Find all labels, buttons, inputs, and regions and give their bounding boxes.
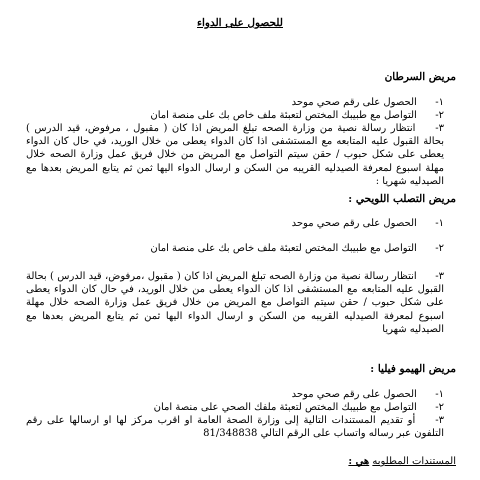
list-item — [26, 109, 444, 122]
item-number: ٣- — [435, 415, 444, 426]
list-item — [26, 122, 444, 188]
item-text: الحصول على رقم صحي موحد — [291, 97, 417, 108]
list-item — [26, 414, 444, 440]
item-text: أو تقديم المستندات التالية إلى وزارة الصحة العامة او اقرب مركز لها او ارسالها على رقم التلفون عبر رساله واتساب على الرقم التالي 81/348838 — [26, 415, 444, 440]
item-number: ١- — [435, 218, 444, 229]
list-item — [26, 388, 444, 401]
item-number: ٣- — [435, 271, 445, 282]
item-number: ٣- — [435, 123, 444, 134]
item-text: التواصل مع طبيبك المختص لتعبئة ملف خاص بك على منصة امان — [150, 110, 417, 121]
section-heading-hemophilia: مريض الهيمو فيليا : — [370, 363, 456, 375]
required-documents-heading — [24, 455, 456, 469]
section-heading-cancer: مريض السرطان — [384, 71, 456, 83]
section-heading-ms: مريض التصلب اللويحي : — [348, 193, 456, 205]
list-item — [26, 96, 444, 109]
item-number: ٢- — [435, 243, 444, 254]
item-number: ١- — [435, 389, 444, 400]
required-documents-suffix: هي : — [348, 456, 370, 467]
item-text: الحصول على رقم صحي موحد — [291, 389, 417, 400]
list-item — [26, 242, 444, 255]
required-documents-label: المستندات المطلوبه — [372, 456, 456, 467]
item-number: ٢- — [435, 110, 444, 121]
item-text: انتظار رسالة نصية من وزارة الصحه تبلغ المريض اذا كان ( مقبول ،مرفوض، قيد الدرس ) بحالة القبول عليه المتابعه مع المستشفى اذا كان الدواء يعطى من خلال الوريد، في حال كان الدواء يعطى على شكل حبوب / حقن سيتم التواصل مع المريض من خلال فريق عمل وزارة الصحه خلال مهلة اسبوع لمعرفة الصيدليه القريبه من السكن و ارسال الدواء اليها ثمن ثم يتابع المريض بعدها مع الصيدليه شهريا — [26, 271, 444, 335]
item-text: التواصل مع طبيبك المختص لتعبئة ملفك الصحي على منصة امان — [153, 402, 417, 413]
list-item — [26, 270, 444, 336]
item-text: التواصل مع طبيبك المختص لتعبئة ملف خاص بك على منصة امان — [150, 243, 417, 254]
item-text: انتظار رسالة نصية من وزارة الصحه تبلغ المريض اذا كان ( مقبول ، مرفوض، قيد الدرس ) بحالة القبول عليه المتابعه مع المستشفى اذا كان الدواء يعطى من خلال الوريد، في حال كان الدواء يعطى على شكل حبوب / حقن سيتم التواصل مع المريض من خلال فريق عمل وزارة الصحه خلال مهلة اسبوع لمعرفة الصيدليه القريبه من السكن و ارسال الدواء اليها ثمن ثم يتابع المريض بعدها مع الصيدليه شهريا : — [26, 123, 444, 187]
list-item — [26, 401, 444, 414]
list-item — [26, 217, 444, 230]
document-title: للحصول على الدواء — [197, 17, 283, 29]
item-number: ١- — [435, 97, 444, 108]
item-text: الحصول على رقم صحي موحد — [291, 218, 417, 229]
item-number: ٢- — [435, 402, 444, 413]
